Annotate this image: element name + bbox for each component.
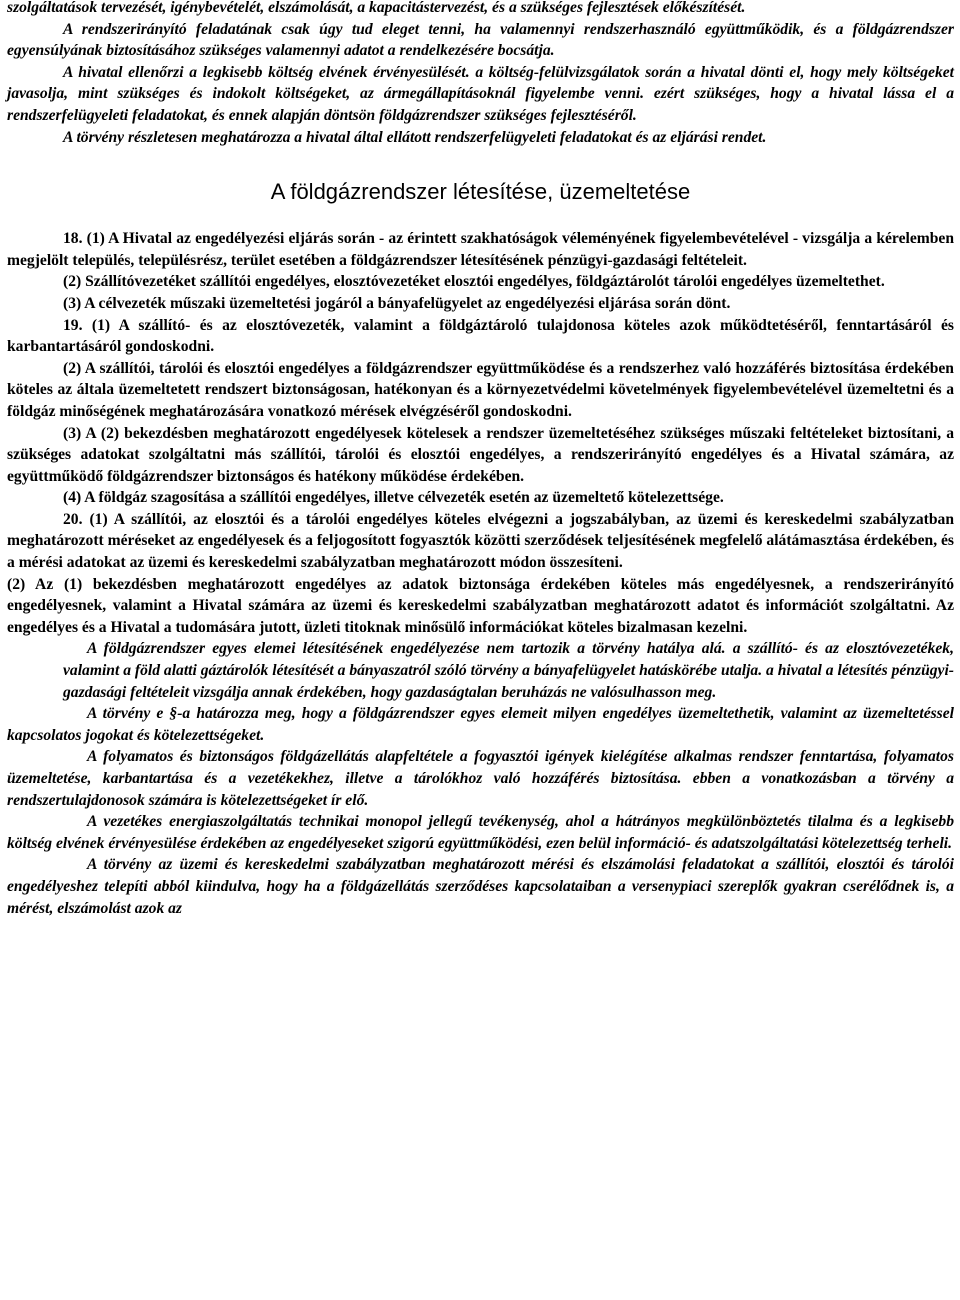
law-paragraph-18-1: 18. (1) A Hivatal az engedélyezési eljárás során - az érintett szakhatóságok véleményének figyelembevételével - vizsgálja a kérelemben megjelölt település, településrész, terület esetében a földgázrendszer létesítésének pénzügyi-gazdasági feltételeit. [7,230,954,269]
law-paragraph-18-3: (3) A célvezeték műszaki üzemeltetési jogáról a bányafelügyelet az engedélyezési eljárása során dönt. [63,294,731,312]
law-paragraph-19-2: (2) A szállítói, tárolói és elosztói engedélyes a földgázrendszer együttműködése és a rendszerhez való hozzáférés biztosítása érdekében köteles az általa üzemeltetett rendszert biztonságosan, hatékonyan és a környezetvédelmi követelmények figyelembevételével üzemeltetni és a földgáz minőségének meghatározására vonatkozó mérések elvégzéséről gondoskodni. [7,359,954,420]
commentary-paragraph: A vezetékes energiaszolgáltatás technikai monopol jellegű tevékenység, ahol a hátrányos megkülönböztetés tilalma és a legkisebb költség elvének érvényesülése érdekében az engedélyeseket szigorú együttműködési, ezen belül információ- és adatszolgáltatási kötelezettség terheli. [7,813,954,852]
law-paragraph-19-4: (4) A földgáz szagosítása a szállítói engedélyes, illetve célvezeték esetén az üzemeltető kötelezettsége. [63,489,724,507]
commentary-paragraph: A törvény az üzemi és kereskedelmi szabályzatban meghatározott mérési és elszámolási feladatokat a szállítói, elosztói és tárolói engedélyeshez telepíti abból kiindulva, hogy ha a földgázellátás szerződéses kapcsolataiban a versenypiaci szereplők gyakran cserélődnek is, a mérést, elszámolást azok az [7,856,954,917]
law-paragraph-18-2: (2) Szállítóvezetéket szállítói engedélyes, elosztóvezetéket elosztói engedélyes, földgáztárolót tárolói engedélyes üzemeltethet. [63,273,885,291]
law-paragraph-19-3: (3) A (2) bekezdésben meghatározott engedélyesek kötelesek a rendszer üzemeltetéséhez szükséges műszaki feltételeket biztosítani, a szükséges adatokat szolgáltatni más szállítói, tárolói és elosztói engedélyes, a rendszerirányító engedélyes és a Hivatal számára, az együttműködő földgázrendszer biztonságos és hatékony működése érdekében. [7,424,954,485]
law-paragraph-20-1: 20. (1) A szállítói, az elosztói és a tárolói engedélyes köteles elvégezni a jogszabályban, az üzemi és kereskedelmi szabályzatban meghatározott méréseket az engedélyesek és a feljogosított fogyasztók közötti szerződések teljesítésének megfelelő alátámasztása érdekében, és a mérési adatokat az üzemi és kereskedelmi szabályzatban meghatározott módon összesíteni. [7,510,954,572]
commentary-block [7,638,954,703]
commentary-paragraph: A földgázrendszer egyes elemei létesítésének engedélyezése nem tartozik a törvény hatálya alá. a szállító- és az elosztóvezetékek, valamint a föld alatti gáztárolók létesítését a bányaszatról szóló törvény a bányafelügyelet hatáskörébe utalja. a hivatal a létesítés pénzügyi-gazdasági feltételeit vizsgálja annak érdekében, hogy gazdaságtalan beruházás ne valósulhasson meg. [63,640,954,701]
commentary-paragraph: A folyamatos és biztonságos földgázellátás alapfeltétele a fogyasztói igények kielégítése alkalmas rendszer fenntartása, folyamatos üzemeltetése, karbantartása és a vezetékekhez, illetve a tárolókhoz való hozzáférés biztosítása. ebben a vonatkozásban a törvény a rendszertulajdonosok számára is kötelezettségeket ír elő. [7,748,954,809]
section-heading: A földgázrendszer létesítése, üzemeltetése [270,179,691,205]
law-paragraph-20-2: (2) Az (1) bekezdésben meghatározott engedélyes az adatok biztonsága érdekében köteles más engedélyesnek, a rendszerirányító engedélyesnek, valamint a Hivatal számára az üzemi és kereskedelmi szabályzatban meghatározott adatot és információt szolgáltatni. Az engedélyes és a Hivatal a tudomására jutott, üzleti titoknak minősülő információkat köteles bizalmasan kezelni. [7,575,954,636]
paragraph-top-0: szolgáltatások tervezését, igénybevételét, elszámolását, a kapacitástervezést, és a szükséges fejlesztések előkészítését. [7,0,746,16]
paragraph-top-3: A törvény részletesen meghatározza a hivatal által ellátott rendszerfelügyeleti feladatokat és az eljárási rendet. [63,128,767,146]
law-paragraph-19-1: 19. (1) A szállító- és az elosztóvezeték, valamint a földgáztároló tulajdonosa köteles azok működtetéséről, fenntartásáról és karbantartásáról gondoskodni. [7,316,954,356]
commentary-paragraph: A törvény e §-a határozza meg, hogy a földgázrendszer egyes elemeit milyen engedélyes üzemeltethetik, valamint az üzemeltetéssel kapcsolatos jogokat és kötelezettségeket. [7,705,954,744]
paragraph-top-1: A rendszerirányító feladatának csak úgy tud eleget tenni, ha valamennyi rendszerhasználó együttműködik, és a földgázrendszer egyensúlyának biztosításához szükséges valamennyi adatot a rendelkezésére bocsátja. [7,20,954,60]
paragraph-top-2: A hivatal ellenőrzi a legkisebb költség elvének érvényesülését. a költség-felülvizsgálatok során a hivatal dönti el, hogy mely költségeket javasolja, mint szükséges és indokolt költségeket, az ármegállapításoknál figyelembe venni. ezért szükséges, hogy a hivatal lássa el a rendszerfelügyeleti feladatokat, és ennek alapján döntsön földgázrendszer szükséges fejlesztéséről. [7,63,954,124]
